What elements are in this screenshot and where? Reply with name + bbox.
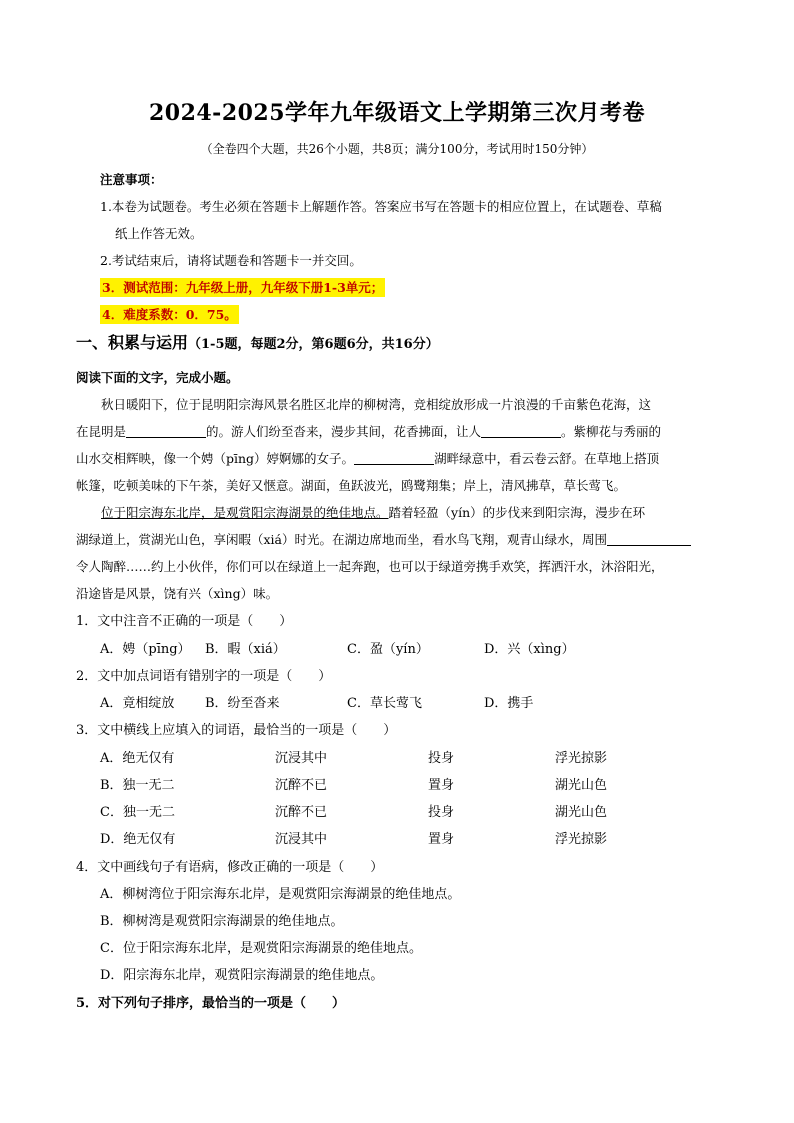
passage-p1-line4: 帐篷，吃顿美味的下午茶，美好又惬意。湖面，鱼跃波光，鸥鹭翔集；岸上，清风拂草，草长莺飞。 [76, 478, 627, 493]
q3-option-a[interactable]: A．绝无仅有 沉浸其中 投身 浮光掠影 [100, 751, 608, 766]
reading-prompt: 阅读下面的文字，完成小题。 [76, 370, 239, 385]
notice-item-3: 3．测试范围：九年级上册，九年级下册1-3单元； [102, 280, 384, 295]
notice-item-2: 2.考试结束后，请将试题卷和答题卡一并交回。 [100, 253, 362, 268]
passage-p2-line1: 位于阳宗海东北岸，是观赏阳宗海湖景的绝佳地点。踏着轻盈（yín）的步伐来到阳宗海，漫步在环 [101, 505, 646, 520]
q3-option-c[interactable]: C．独一无二 沉醉不已 投身 湖光山色 [100, 805, 608, 820]
q1-option-c[interactable]: C．盈（yín） [347, 642, 429, 657]
q4-option-a[interactable]: A．柳树湾位于阳宗海东北岸，是观赏阳宗海湖景的绝佳地点。 [100, 887, 461, 902]
q1-option-b[interactable]: B．暇（xiá） [205, 642, 286, 657]
fill-blank-3 [354, 449, 434, 465]
q1-option-a[interactable]: A．娉（pīng） [100, 642, 191, 657]
q2-option-d[interactable]: D．携手 [484, 696, 534, 711]
passage-p2-line3: 令人陶醉……约上小伙伴，你们可以在绿道上一起奔跑，也可以于绿道旁携手欢笑，挥洒汗水，沐浴阳光， [76, 559, 664, 574]
fill-blank-4 [607, 530, 691, 546]
section-1-title: 一、积累与运用 [76, 333, 189, 352]
exam-title: 2024-2025学年九年级语文上学期第三次月考卷 [148, 100, 646, 126]
question-2-stem: 2．文中加点词语有错别字的一项是（ ） [76, 669, 332, 684]
passage-p2-line2: 湖绿道上，赏湖光山色，享闲暇（xiá）时光。在湖边席地而坐，看水鸟飞翔，观青山绿水，周围 [76, 526, 720, 553]
q4-option-c[interactable]: C．位于阳宗海东北岸，是观赏阳宗海湖景的绝佳地点。 [100, 941, 422, 956]
q2-option-c[interactable]: C．草长莺飞 [347, 696, 422, 711]
notice-item-1: 1.本卷为试题卷。考生必须在答题卡上解题作答。答案应书写在答题卡的相应位置上，在试题卷、草稿 [100, 199, 662, 214]
fill-blank-1 [126, 422, 206, 438]
question-4-stem: 4．文中画线句子有语病，修改正确的一项是（ ） [76, 860, 384, 875]
q2-option-b[interactable]: B．纷至沓来 [205, 696, 280, 711]
notice-item-4: 4．难度系数：0．75。 [102, 307, 237, 322]
question-3-stem: 3．文中横线上应填入的词语，最恰当的一项是（ ） [76, 723, 397, 738]
q1-option-d[interactable]: D．兴（xìng） [484, 642, 575, 657]
reading-passage [76, 364, 720, 607]
section-1-points: （1-5题，每题2分，第6题6分，共16分） [188, 337, 439, 352]
q3-option-b[interactable]: B．独一无二 沉醉不已 置身 湖光山色 [100, 778, 608, 793]
passage-p2-line4: 沿途皆是风景，饶有兴（xìng）味。 [76, 586, 279, 601]
exam-subtitle: （全卷四个大题，共26个小题，共8页；满分100分，考试用时150分钟） [200, 142, 594, 156]
notice-items [100, 193, 720, 328]
question-3-options [100, 745, 675, 853]
notice-item-1-cont: 纸上作答无效。 [115, 226, 203, 241]
section-1-heading [76, 330, 439, 353]
question-2-options [100, 690, 533, 717]
notice-heading: 注意事项： [100, 172, 163, 187]
passage-p1-line2: 在昆明是 的。游人们纷至沓来，漫步其间，花香拂面，让人 。紫柳花与秀丽的 [76, 424, 662, 439]
q2-option-a[interactable]: A．竟相绽放 [100, 696, 175, 711]
fill-blank-2 [481, 422, 561, 438]
question-5-stem: 5．对下列句子排序，最恰当的一项是（ ） [76, 996, 346, 1011]
passage-p1-line1: 秋日暖阳下，位于昆明阳宗海风景名胜区北岸的柳树湾，竞相绽放形成一片浪漫的千亩紫色花海，这 [101, 397, 652, 412]
underlined-sentence: 位于阳宗海东北岸，是观赏阳宗海湖景的绝佳地点。 [101, 505, 389, 520]
notice-section [100, 166, 720, 193]
q3-option-d[interactable]: D．绝无仅有 沉浸其中 置身 浮光掠影 [100, 832, 608, 847]
q4-option-d[interactable]: D．阳宗海东北岸，观赏阳宗海湖景的绝佳地点。 [100, 968, 384, 983]
q4-option-b[interactable]: B．柳树湾是观赏阳宗海湖景的绝佳地点。 [100, 914, 344, 929]
passage-p1-line3: 山水交相辉映，像一个娉（pīng）婷婀娜的女子。 湖畔绿意中，看云卷云舒。在草地上搭顶 [76, 451, 660, 466]
question-1-stem: 1．文中注音不正确的一项是（ ） [76, 614, 293, 629]
question-1-options [100, 636, 575, 663]
question-4-options [100, 881, 460, 989]
